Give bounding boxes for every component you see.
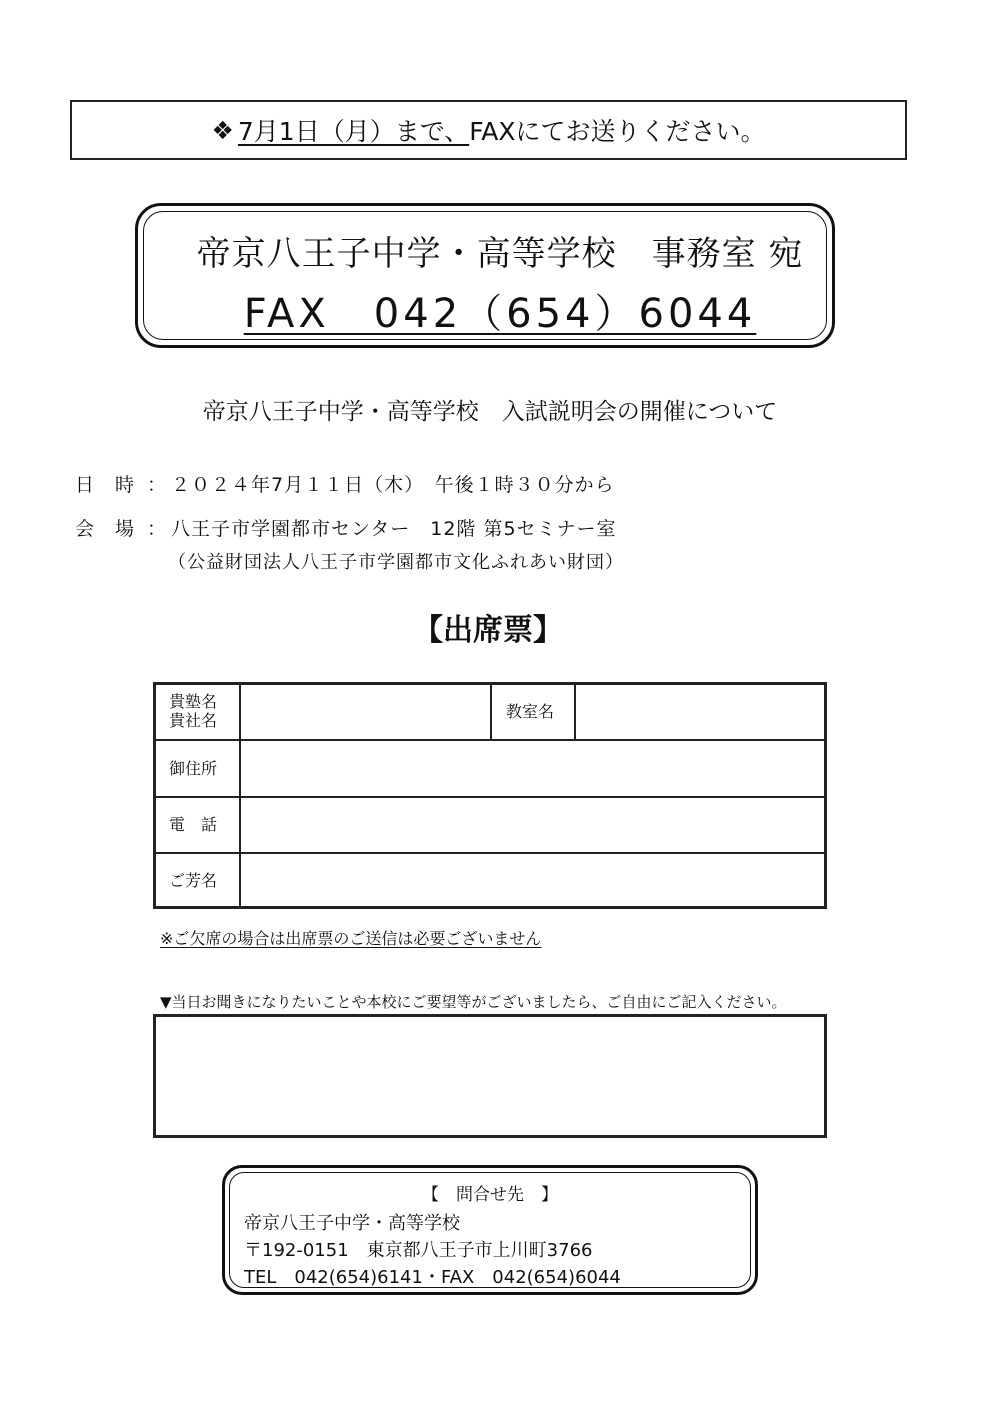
attendance-form-title: 【出席票】 [413,613,563,648]
venue-label: 会 場 [75,518,136,540]
request-label: ▼当日お聞きになりたいことや本校にご要望等がございましたら、ご自由にご記入ください。 [160,993,787,1011]
school-company-label [169,692,217,730]
colon: ： [147,474,168,496]
company-name-label: 貴社名 [169,711,218,730]
deadline-banner [70,100,907,160]
venue-row [75,514,617,541]
request-field[interactable] [153,1014,827,1138]
venue-value: 八王子市学園都市センター 12階 第5セミナー室 [171,518,617,540]
deadline-date: 7月1日（月）まで、 [237,117,470,146]
phone-field[interactable] [242,798,824,852]
contact-address: 〒192-0151 東京都八王子市上川町3766 [244,1240,593,1261]
classroom-divider-left [490,685,492,739]
label-column-divider [239,685,241,906]
datetime-label: 日 時 [75,474,136,496]
classroom-label: 教室名 [506,702,555,721]
venue-organization: （公益財団法人八王子市学園都市文化ふれあい財団） [168,552,624,573]
school-name-label: 貴塾名 [169,692,218,711]
datetime-value: ２０２４年7月１１日（木） 午後１時３０分から [171,474,615,496]
diamond-icon: ❖ [211,115,234,145]
contact-phone-fax: TEL 042(654)6141・FAX 042(654)6044 [244,1267,621,1288]
deadline-instruction: FAXにてお送りください。 [469,117,766,146]
address-label: 御住所 [169,759,218,778]
contact-school: 帝京八王子中学・高等学校 [244,1213,460,1234]
address-field[interactable] [242,741,824,796]
colon: ： [147,518,168,540]
recipient-fax-number: FAX 042（654）6044 [243,291,757,337]
classroom-divider-right [574,685,576,739]
school-name-field[interactable] [242,685,490,739]
datetime-row [75,470,615,497]
name-label: ご芳名 [169,871,218,890]
name-field[interactable] [242,854,824,906]
phone-label: 電 話 [169,815,218,834]
recipient-fax [0,282,1000,339]
absence-note: ※ご欠席の場合は出席票のご送信は必要ございません [160,929,542,948]
contact-title: 【 問合せ先 】 [422,1185,558,1205]
event-title: 帝京八王子中学・高等学校 入試説明会の開催について [202,399,778,425]
recipient-name: 帝京八王子中学・高等学校 事務室 宛 [196,234,804,274]
attendance-form-table [153,682,827,909]
classroom-name-field[interactable] [577,685,824,739]
